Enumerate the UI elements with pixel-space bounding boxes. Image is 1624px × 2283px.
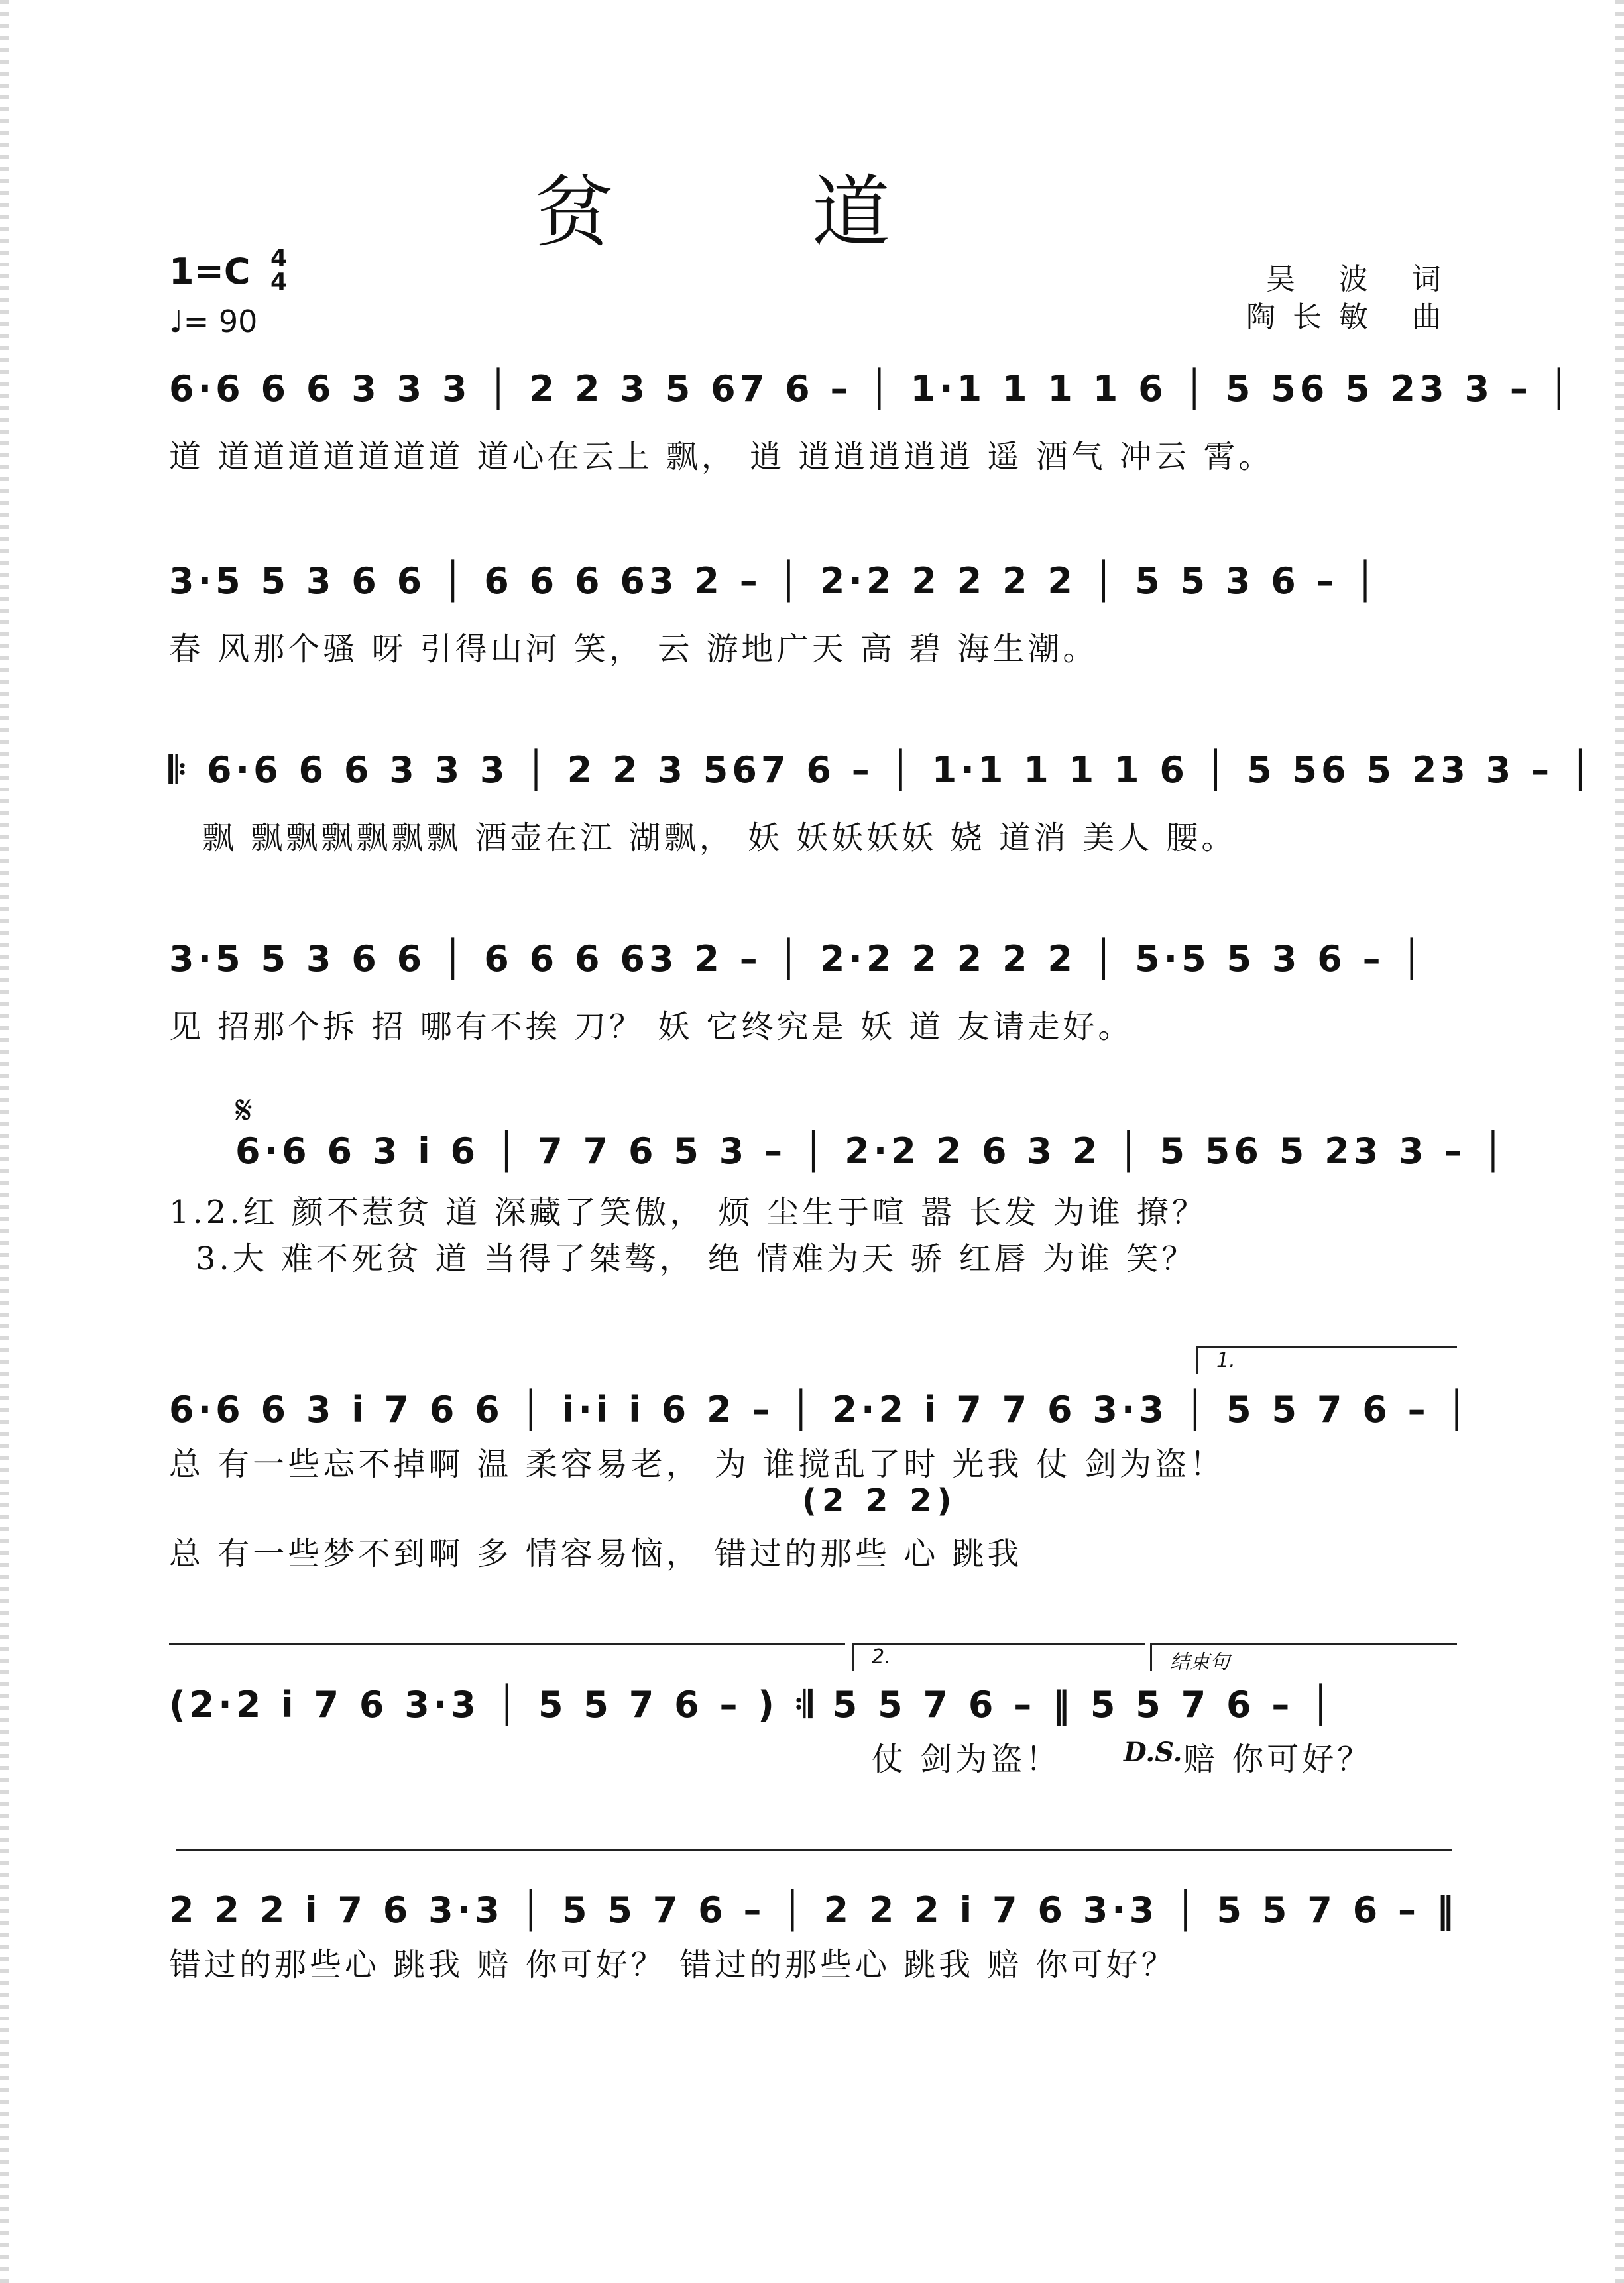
song-title: 贫道 — [534, 166, 1089, 258]
lyrics-line-6-first: 总 有一些忘不掉啊 温 柔容易老， 为 谁搅乱了时 光我 仗 剑为盗！ — [169, 1446, 1226, 1483]
page-border-left — [0, 0, 9, 2283]
volta-1-bracket — [1196, 1346, 1457, 1374]
time-signature-top: 4 — [270, 245, 288, 272]
lyricist-credit: 吴 波 词 — [1266, 263, 1458, 296]
final-phrase-line — [176, 1849, 1452, 1851]
segno-sign: 𝄋 — [235, 1087, 253, 1134]
lyrics-line-6-second: 总 有一些梦不到啊 多 情容易恼， 错过的那些 心 跳我 — [169, 1535, 1023, 1572]
notation-line-1: 6·6 6 6 3 3 3 │ 2 2 3 5 67 6 – │ 1·1 1 1 1 6 │ 5 56 5 23 3 – │ — [169, 368, 1574, 410]
lyrics-line-5-verse-1-2: 1.2.红 颜不惹贫 道 深藏了笑傲， 烦 尘生于喧 嚣 长发 为谁 撩？ — [169, 1194, 1207, 1231]
ending-label: 结束句 — [1170, 1651, 1230, 1674]
lyrics-line-3: 飘 飘飘飘飘飘飘 酒壶在江 湖飘， 妖 妖妖妖妖 娆 道消 美人 腰。 — [202, 819, 1237, 856]
lyrics-line-5-verse-3: 3.大 难不死贫 道 当得了桀骜， 绝 情难为天 骄 红唇 为谁 笑？ — [196, 1240, 1197, 1277]
notation-line-8: 2 2 2 i 7 6 3·3 │ 5 5 7 6 – │ 2 2 2 i 7 6 3·3 │ 5 5 7 6 – ‖ — [169, 1889, 1458, 1931]
page-border-right — [1615, 0, 1624, 2283]
volta-2-number: 2. — [872, 1645, 891, 1668]
repeat-span-line — [169, 1643, 845, 1645]
notation-line-6: 6·6 6 3 i 7 6 6 │ i·i i 6 2 – │ 2·2 i 7 7 6 3·3 │ 5 5 7 6 – │ — [169, 1389, 1472, 1431]
volta-1-number: 1. — [1216, 1349, 1236, 1372]
time-signature-bottom: 4 — [270, 268, 288, 296]
tempo-marking: ♩= 90 — [169, 304, 258, 339]
lyrics-line-1: 道 道道道道道道道 道心在云上 飘， 逍 逍逍逍逍逍 遥 酒气 冲云 霄。 — [169, 438, 1274, 475]
volta-2-bracket — [852, 1643, 1145, 1671]
notation-line-4: 3·5 5 3 6 6 │ 6 6 6 63 2 – │ 2·2 2 2 2 2 │ 5·5 5 3 6 – │ — [169, 938, 1426, 980]
lyrics-line-7-volta: 仗 剑为盗！ — [872, 1741, 1061, 1778]
notation-line-5: 6·6 6 3 i 6 │ 7 7 6 5 3 – │ 2·2 2 6 3 2 │ 5 56 5 23 3 – │ — [235, 1130, 1508, 1172]
notation-line-2: 3·5 5 3 6 6 │ 6 6 6 63 2 – │ 2·2 2 2 2 2 │ 5 5 3 6 – │ — [169, 560, 1380, 602]
composer-credit: 陶长敏 曲 — [1246, 300, 1458, 334]
time-signature — [270, 247, 287, 294]
lyrics-line-4: 见 招那个拆 招 哪有不挨 刀？ 妖 它终究是 妖 道 友请走好。 — [169, 1008, 1133, 1045]
key-signature: 1=C — [169, 251, 251, 292]
notation-line-7: (2·2 i 7 6 3·3 │ 5 5 7 6 – ) 𝄇 5 5 7 6 – ‖ 5 5 7 6 – │ — [169, 1684, 1336, 1726]
notation-line-3: 𝄆 6·6 6 6 3 3 3 │ 2 2 3 567 6 – │ 1·1 1 1 1 6 │ 5 56 5 23 3 – │ — [169, 749, 1595, 791]
lyrics-line-2: 春 风那个骚 呀 引得山河 笑， 云 游地广天 高 碧 海生潮。 — [169, 630, 1098, 668]
alternate-notes: (2 2 2) — [802, 1482, 957, 1519]
lyrics-line-8: 错过的那些心 跳我 赔 你可好？ 错过的那些心 跳我 赔 你可好？ — [169, 1946, 1177, 1983]
dal-segno-marking: D.S. — [1124, 1737, 1183, 1768]
lyrics-line-7-ending: 赔 你可好？ — [1183, 1741, 1373, 1778]
